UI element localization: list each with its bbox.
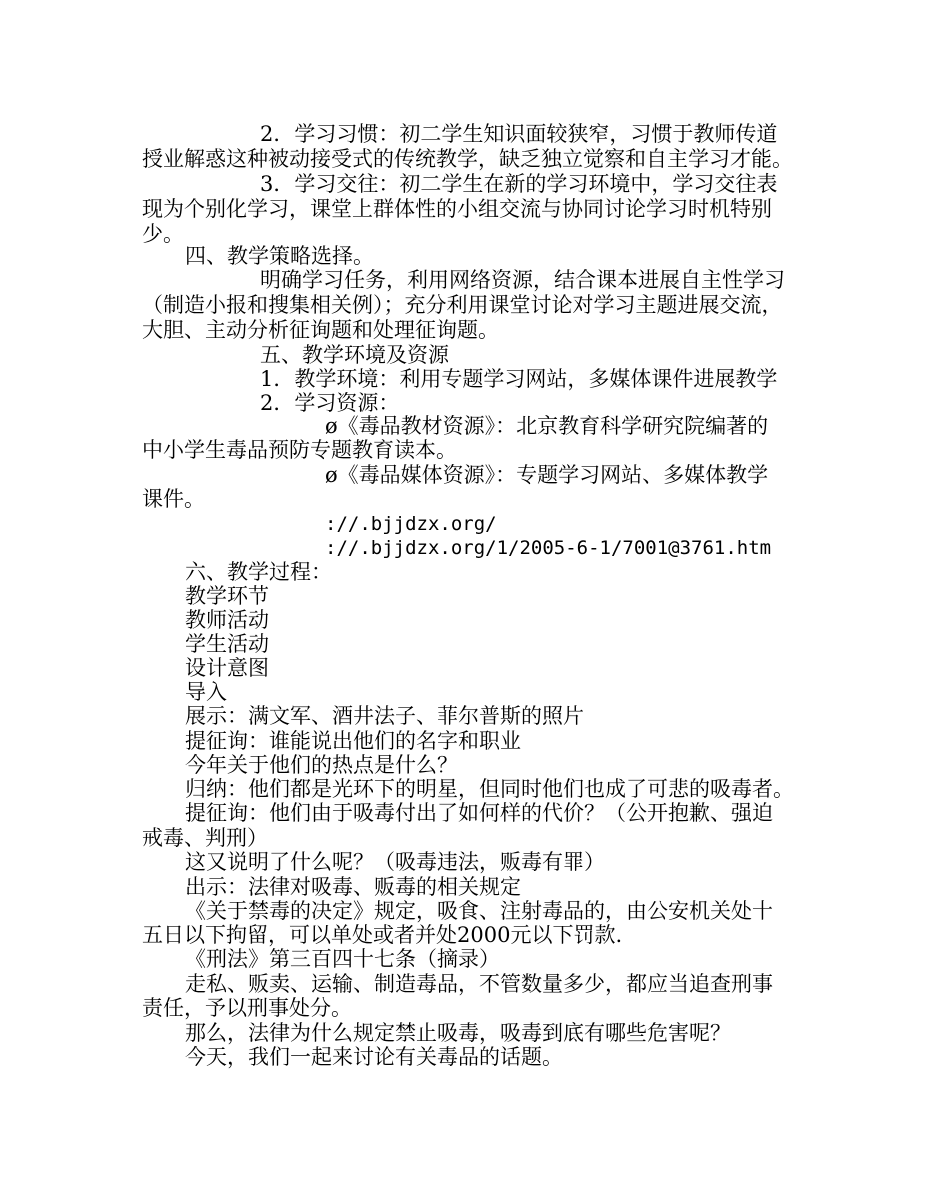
- paragraph-line: （制造小报和搜集相关例）；充分利用课堂讨论对学习主题进展交流，: [142, 293, 783, 317]
- paragraph-line: 授业解惑这种被动接受式的传统教学，缺乏独立觉察和自主学习才能。: [142, 147, 793, 171]
- url-text: ://.bjjdzx.org/: [325, 513, 497, 535]
- paragraph-line: 走私、贩卖、运输、制造毒品，不管数量多少，都应当追查刑事: [185, 972, 773, 996]
- section-heading: 四、教学策略选择。: [185, 244, 374, 268]
- section-heading: 六、教学过程：: [185, 560, 332, 584]
- paragraph-line: 责任，予以刑事处分。: [142, 996, 352, 1020]
- paragraph-line: 1．教学环境：利用专题学习网站，多媒体课件进展教学: [260, 367, 778, 391]
- paragraph-line: 明确学习任务，利用网络资源，结合课本进展自主性学习: [260, 268, 785, 292]
- paragraph-line: ø《毒品媒体资源》：专题学习网站、多媒体教学: [325, 463, 769, 487]
- paragraph-line: 《关于禁毒的决定》规定，吸食、注射毒品的，由公安机关处十: [185, 899, 773, 923]
- paragraph-line: 五日以下拘留，可以单处或者并处2000元以下罚款.: [142, 923, 623, 947]
- paragraph-line: 学生活动: [185, 632, 269, 656]
- paragraph-line: ø《毒品教材资源》：北京教育科学研究院编著的: [325, 414, 769, 438]
- paragraph-line: 少。: [142, 222, 184, 246]
- url-text: ://.bjjdzx.org/1/2005-6-1/7001@3761.htm: [325, 537, 772, 559]
- paragraph-line: 提征询：他们由于吸毒付出了如何样的代价？（公开抱歉、强迫: [185, 801, 773, 825]
- paragraph-line: 《刑法》第三百四十七条（摘录）: [185, 947, 500, 971]
- paragraph-line: 那么，法律为什么规定禁止吸毒，吸毒到底有哪些危害呢？: [185, 1021, 731, 1045]
- paragraph-line: 提征询：谁能说出他们的名字和职业: [185, 729, 521, 753]
- paragraph-line: 今天，我们一起来讨论有关毒品的话题。: [185, 1045, 563, 1069]
- paragraph-line: 设计意图: [185, 656, 269, 680]
- paragraph-line: 中小学生毒品预防专题教育读本。: [142, 438, 457, 462]
- paragraph-line: 归纳：他们都是光环下的明星，但同时他们也成了可悲的吸毒者。: [185, 777, 794, 801]
- paragraph-line: 教学环节: [185, 584, 269, 608]
- paragraph-line: 现为个别化学习，课堂上群体性的小组交流与协同讨论学习时机特别: [142, 197, 772, 221]
- paragraph-line: 展示：满文军、酒井法子、菲尔普斯的照片: [185, 704, 584, 728]
- section-heading: 五、教学环境及资源: [260, 343, 449, 367]
- paragraph-line: 3．学习交往：初二学生在新的学习环境中，学习交往表: [260, 172, 778, 196]
- paragraph-line: 2．学习资源：: [260, 391, 400, 415]
- paragraph-line: 戒毒、判刑）: [142, 826, 268, 850]
- paragraph-line: 导入: [185, 680, 227, 704]
- paragraph-line: 今年关于他们的热点是什么？: [185, 753, 458, 777]
- paragraph-line: 大胆、主动分析征询题和处理征询题。: [142, 318, 499, 342]
- paragraph-line: 课件。: [142, 487, 205, 511]
- paragraph-line: 2．学习习惯：初二学生知识面较狭窄，习惯于教师传道: [260, 122, 778, 146]
- paragraph-line: 这又说明了什么呢？（吸毒违法，贩毒有罪）: [185, 850, 605, 874]
- paragraph-line: 教师活动: [185, 608, 269, 632]
- paragraph-line: 出示：法律对吸毒、贩毒的相关规定: [185, 875, 521, 899]
